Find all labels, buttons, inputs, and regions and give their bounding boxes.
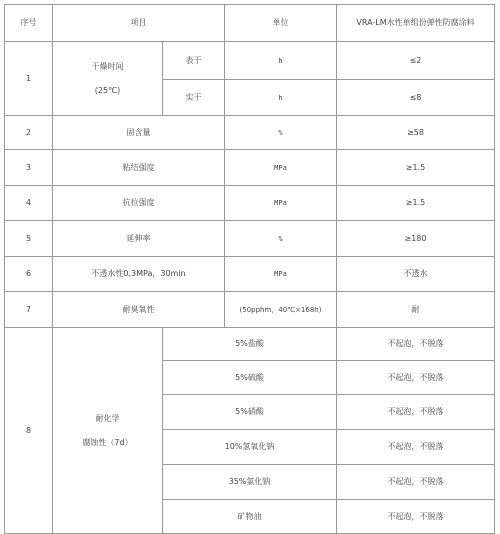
table-row bbox=[5, 292, 495, 328]
row-1-seq: 1 bbox=[5, 42, 53, 116]
row-8-sub-value: 不起泡，不脱落 bbox=[337, 328, 495, 361]
row-4-item: 抗拉强度 bbox=[53, 186, 225, 221]
row-1-sub-2-unit: h bbox=[225, 80, 337, 116]
row-8-item-line1: 耐化学 bbox=[95, 413, 120, 423]
row-3-seq: 3 bbox=[5, 150, 53, 186]
header-unit: 单位 bbox=[225, 5, 337, 42]
row-1-sub-1-name: 表干 bbox=[163, 42, 225, 80]
table-row bbox=[5, 257, 495, 292]
table-row bbox=[5, 150, 495, 186]
row-1-item-line1: 干燥时间 bbox=[91, 61, 124, 71]
row-6-seq: 6 bbox=[5, 257, 53, 292]
row-7-item: 耐臭氧性 bbox=[53, 292, 225, 328]
row-4-value: ≥1.5 bbox=[337, 186, 495, 221]
header-seq: 序号 bbox=[5, 5, 53, 42]
row-8-sub-name: 10%氢氧化钠 bbox=[163, 430, 337, 465]
row-8-sub-name: 5%硫酸 bbox=[163, 361, 337, 395]
row-4-seq: 4 bbox=[5, 186, 53, 221]
row-4-unit: MPa bbox=[225, 186, 337, 221]
row-5-value: ≥180 bbox=[337, 221, 495, 257]
row-6-item: 不透水性0.3MPa，30min bbox=[53, 257, 225, 292]
row-3-item: 粘结强度 bbox=[53, 150, 225, 186]
row-8-item-line2: 腐蚀性（7d） bbox=[82, 437, 133, 447]
row-5-item: 延伸率 bbox=[53, 221, 225, 257]
row-1-sub-1-unit: h bbox=[225, 42, 337, 80]
row-8-sub-name: 5%硝酸 bbox=[163, 395, 337, 430]
spec-table-container bbox=[4, 4, 495, 534]
row-8-sub-value: 不起泡，不脱落 bbox=[337, 361, 495, 395]
row-1-sub-2-value: ≤8 bbox=[337, 80, 495, 116]
row-1-sub-1-value: ≤2 bbox=[337, 42, 495, 80]
row-8-sub-value: 不起泡，不脱落 bbox=[337, 395, 495, 430]
row-8-seq: 8 bbox=[5, 328, 53, 534]
row-2-item: 固含量 bbox=[53, 116, 225, 150]
row-8-item bbox=[53, 328, 163, 534]
row-1-item bbox=[53, 42, 163, 116]
table-row bbox=[5, 221, 495, 257]
row-8-sub-value: 不起泡，不脱落 bbox=[337, 430, 495, 465]
row-3-unit: MPa bbox=[225, 150, 337, 186]
table-row bbox=[5, 116, 495, 150]
row-6-value: 不透水 bbox=[337, 257, 495, 292]
row-5-unit: % bbox=[225, 221, 337, 257]
row-7-value: 耐 bbox=[337, 292, 495, 328]
row-8-sub-value: 不起泡，不脱落 bbox=[337, 500, 495, 534]
row-6-unit: MPa bbox=[225, 257, 337, 292]
spec-table bbox=[4, 4, 495, 534]
row-2-unit: % bbox=[225, 116, 337, 150]
row-8-sub-name: 矿物油 bbox=[163, 500, 337, 534]
row-8-sub-name: 5%盐酸 bbox=[163, 328, 337, 361]
row-2-seq: 2 bbox=[5, 116, 53, 150]
table-row bbox=[5, 186, 495, 221]
header-item: 项目 bbox=[53, 5, 225, 42]
header-row bbox=[5, 5, 495, 42]
row-3-value: ≥1.5 bbox=[337, 150, 495, 186]
header-product: VRA-LM水性单组份弹性防腐涂料 bbox=[337, 5, 495, 42]
row-8-sub-value: 不起泡，不脱落 bbox=[337, 465, 495, 500]
table-row bbox=[5, 42, 495, 80]
row-8-sub-name: 35%氯化钠 bbox=[163, 465, 337, 500]
row-5-seq: 5 bbox=[5, 221, 53, 257]
row-7-seq: 7 bbox=[5, 292, 53, 328]
row-2-value: ≥58 bbox=[337, 116, 495, 150]
row-1-item-line2: (25℃) bbox=[94, 85, 121, 95]
row-7-unit: (50pphm，40℃×168h) bbox=[225, 292, 337, 328]
row-1-sub-2-name: 实干 bbox=[163, 80, 225, 116]
table-row bbox=[5, 328, 495, 361]
